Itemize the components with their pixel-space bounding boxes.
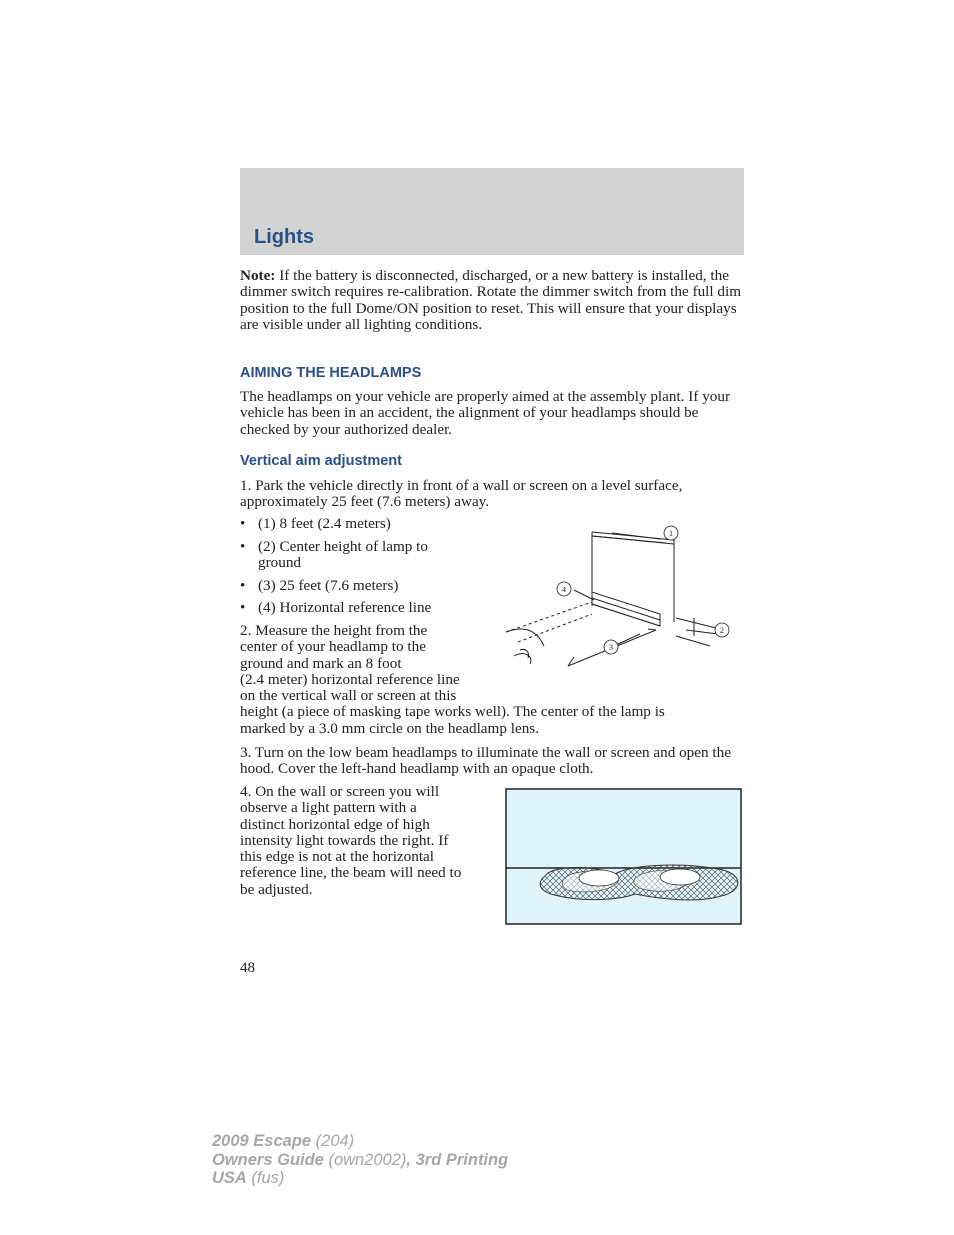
- footer-printing: , 3rd Printing: [406, 1150, 509, 1169]
- step-2-line: on the vertical wall or screen at this: [240, 687, 457, 705]
- list-item: • (2) Center height of lamp to ground: [240, 538, 428, 572]
- step-2-line: marked by a 3.0 mm circle on the headlamp lens.: [240, 719, 540, 737]
- callout-2-label: 2: [720, 626, 724, 635]
- step-1-paragraph: 1. Park the vehicle directly in front of a wall or screen on a level surface, approximately 25 feet (7.6 meters) away.: [240, 477, 683, 511]
- step-4-line: reference line, the beam will need to: [240, 864, 462, 882]
- step-4-line: 4. On the wall or screen you will: [240, 783, 440, 800]
- step-4-paragraph: [240, 784, 500, 898]
- step-4-line: be adjusted.: [240, 880, 313, 898]
- step-2-line: height (a piece of masking tape works well). The center of the lamp is: [240, 703, 665, 721]
- footer-model-code: (204): [311, 1132, 355, 1150]
- callout-3: [604, 640, 618, 654]
- step-4-line: distinct horizontal edge of high: [240, 815, 430, 833]
- vertical-aim-heading: Vertical aim adjustment: [240, 453, 402, 469]
- footer-guide: Owners Guide: [212, 1150, 324, 1169]
- step-2-line: (2.4 meter) horizontal reference line: [240, 670, 460, 688]
- note-label: Note:: [240, 267, 276, 284]
- step-3-paragraph: 3. Turn on the low beam headlamps to illuminate the wall or screen and open the hood. Cover the left-hand headlamp with an opaque cloth.: [240, 744, 731, 778]
- callout-1-label: 1: [669, 529, 673, 538]
- callout-4: [557, 582, 571, 596]
- list-item: • (1) 8 feet (2.4 meters): [240, 515, 391, 532]
- footer-model: 2009 Escape: [212, 1132, 312, 1150]
- callout-3-label: 3: [609, 643, 613, 652]
- section-header-band: [240, 168, 744, 255]
- step-4-line: this edge is not at the horizontal: [240, 848, 435, 866]
- aiming-intro-paragraph: The headlamps on your vehicle are properly aimed at the assembly plant. If your vehicle has been in an accident, the alignment of your headlamps should be checked by your authorized dealer.: [240, 388, 731, 438]
- step-2-line: 2. Measure the height from the: [240, 622, 428, 639]
- beam-pattern-diagram: [505, 788, 743, 926]
- list-item: • (3) 25 feet (7.6 meters): [240, 577, 399, 594]
- step-2-line: ground and mark an 8 foot: [240, 654, 402, 672]
- footer-guide-code: (own2002): [323, 1150, 407, 1169]
- list-item: • (4) Horizontal reference line: [240, 599, 432, 616]
- section-title: Lights: [254, 226, 314, 248]
- headlamp-aiming-diagram: [500, 518, 746, 686]
- step-4-line: observe a light pattern with a: [240, 799, 417, 817]
- callout-2: [715, 623, 729, 637]
- footer-region-code: (fus): [246, 1169, 285, 1187]
- callout-1: [664, 526, 678, 540]
- note-text: If the battery is disconnected, discharged, or a new battery is installed, the dimmer switch requires re-calibration. Rotate the dimmer switch from the full dim position to the full Dome/ON position to reset. This will ensure that your displays are visible under all lighting conditions.: [240, 267, 742, 333]
- step-4-line: intensity light towards the right. If: [240, 831, 449, 849]
- footer-region: USA: [212, 1169, 247, 1187]
- document-footer: [212, 1132, 508, 1188]
- note-paragraph: [240, 268, 746, 333]
- page-number: 48: [240, 960, 255, 976]
- aiming-heading: AIMING THE HEADLAMPS: [240, 365, 422, 381]
- step-2-line: center of your headlamp to the: [240, 638, 426, 656]
- callout-4-label: 4: [562, 585, 566, 594]
